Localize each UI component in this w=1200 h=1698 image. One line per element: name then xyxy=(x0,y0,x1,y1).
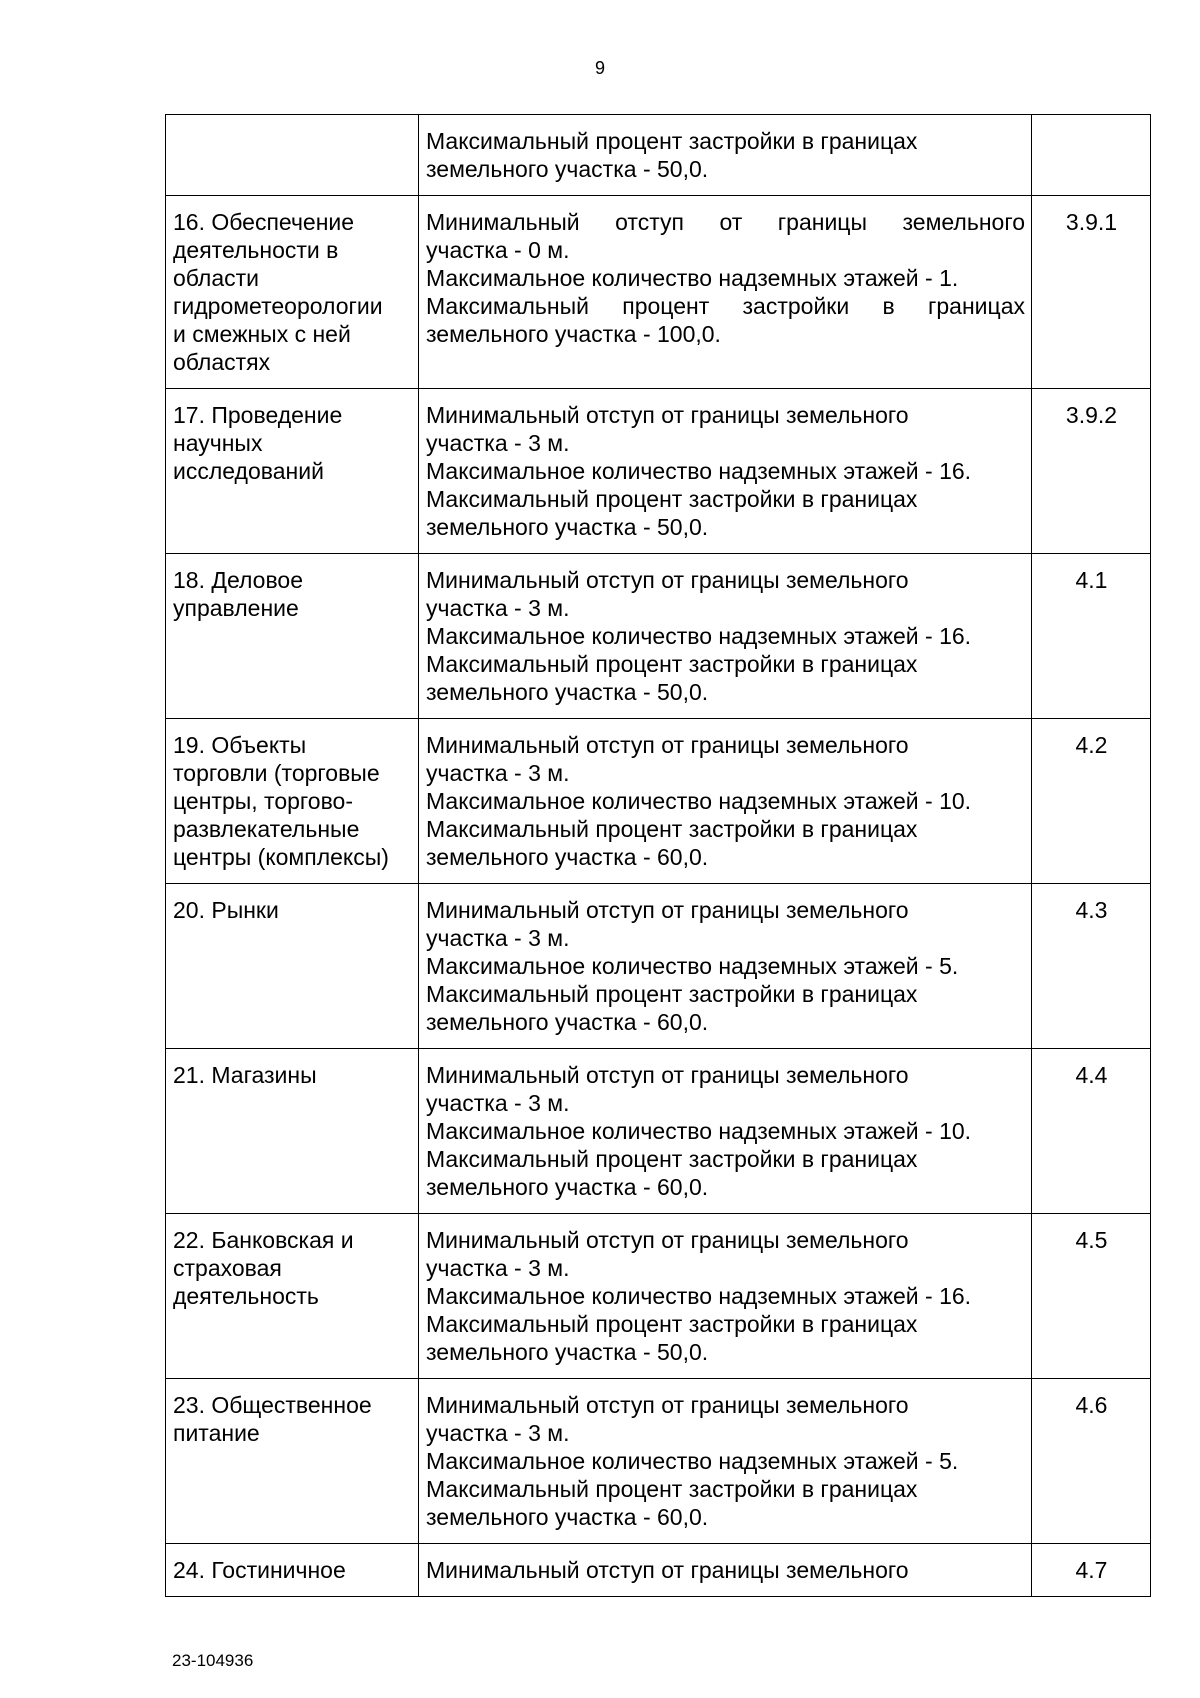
parameters-cell xyxy=(419,115,1032,196)
use-type-name-line: 23. Общественное xyxy=(173,1392,372,1418)
parameters-cell xyxy=(419,1544,1032,1597)
parameter-line: земельного участка - 50,0. xyxy=(426,514,709,540)
classifier-code-cell: 4.4 xyxy=(1032,1049,1151,1214)
parameter-line: земельного участка - 60,0. xyxy=(426,1174,709,1200)
use-type-name-line: торговли (торговые xyxy=(173,760,380,786)
use-type-name-cell xyxy=(166,719,419,884)
classifier-code-cell: 4.7 xyxy=(1032,1544,1151,1597)
parameter-line: Максимальное количество надземных этажей - 10. xyxy=(426,1118,972,1144)
parameter-line: Максимальное количество надземных этажей - 5. xyxy=(426,953,959,979)
table-row xyxy=(166,389,1151,554)
classifier-code-cell: 4.6 xyxy=(1032,1379,1151,1544)
use-type-name-line: деятельность xyxy=(173,1283,319,1309)
use-type-name-line: научных xyxy=(173,430,263,456)
use-type-name-cell xyxy=(166,1379,419,1544)
parameters-cell xyxy=(419,1049,1032,1214)
parameter-line: Максимальный процент застройки в границах xyxy=(426,981,918,1007)
parameter-line: Максимальный процент застройки в границах xyxy=(426,816,918,842)
page-number: 9 xyxy=(594,58,605,78)
parameter-line: Максимальный процент застройки в границах xyxy=(426,486,918,512)
table-body xyxy=(166,115,1151,1597)
parameter-line: земельного участка - 50,0. xyxy=(426,1339,709,1365)
parameter-line: Минимальный отступ от границы земельного xyxy=(426,1392,909,1418)
use-type-name-line: страховая xyxy=(173,1255,282,1281)
table-row xyxy=(166,1544,1151,1597)
table-row xyxy=(166,1379,1151,1544)
use-type-name-line: 16. Обеспечение xyxy=(173,209,355,235)
classifier-code-cell: 3.9.2 xyxy=(1032,389,1151,554)
parameters-cell xyxy=(419,1214,1032,1379)
parameter-line: земельного участка - 50,0. xyxy=(426,679,709,705)
classifier-code-cell: 4.5 xyxy=(1032,1214,1151,1379)
parameter-line: Максимальное количество надземных этажей - 10. xyxy=(426,788,972,814)
classifier-code-cell: 4.3 xyxy=(1032,884,1151,1049)
parameter-line: земельного участка - 100,0. xyxy=(426,321,721,347)
parameters-cell xyxy=(419,196,1032,389)
parameter-line: участка - 3 м. xyxy=(426,1090,570,1116)
use-type-name-cell xyxy=(166,115,419,196)
use-type-name-line: 21. Магазины xyxy=(173,1062,317,1088)
use-type-name-line: центры (комплексы) xyxy=(173,844,389,870)
parameter-line: Минимальный отступ от границы земельного xyxy=(426,402,909,428)
table-row xyxy=(166,1214,1151,1379)
use-type-name-line: исследований xyxy=(173,458,324,484)
use-type-name-line: питание xyxy=(173,1420,260,1446)
use-type-name-line: 19. Объекты xyxy=(173,732,307,758)
use-type-name-line: области xyxy=(173,265,260,291)
parameters-cell xyxy=(419,719,1032,884)
document-code: 23-104936 xyxy=(172,1651,254,1670)
parameter-line: земельного участка - 60,0. xyxy=(426,1009,709,1035)
use-type-name-line: 22. Банковская и xyxy=(173,1227,354,1253)
parameters-cell xyxy=(419,554,1032,719)
parameter-line: земельного участка - 60,0. xyxy=(426,1504,709,1530)
parameter-line: Максимальный процент застройки в границах xyxy=(426,1476,918,1502)
use-type-name-cell xyxy=(166,389,419,554)
table-row xyxy=(166,884,1151,1049)
parameter-line: земельного участка - 60,0. xyxy=(426,844,709,870)
parameter-line: участка - 3 м. xyxy=(426,1420,570,1446)
parameters-cell xyxy=(419,389,1032,554)
use-type-name-line: и смежных с ней xyxy=(173,321,351,347)
use-type-name-line: развлекательные xyxy=(173,816,360,842)
table-row xyxy=(166,554,1151,719)
parameter-line: участка - 3 м. xyxy=(426,925,570,951)
use-type-name-cell xyxy=(166,554,419,719)
parameter-line: Максимальный процент застройки в границах xyxy=(426,128,918,154)
use-type-name-cell xyxy=(166,1049,419,1214)
use-type-name-line: 24. Гостиничное xyxy=(173,1557,346,1583)
parameter-line: Минимальный отступ от границы земельного xyxy=(426,732,909,758)
parameter-line: Максимальный процент застройки в границах xyxy=(426,1311,918,1337)
parameter-line: Максимальное количество надземных этажей - 16. xyxy=(426,623,972,649)
parameter-line: земельного участка - 50,0. xyxy=(426,156,709,182)
use-type-name-line: 17. Проведение xyxy=(173,402,343,428)
parameter-line: участка - 0 м. xyxy=(426,237,570,263)
parameter-line: Максимальный процент застройки в границах xyxy=(426,293,1025,319)
use-type-name-line: областях xyxy=(173,349,271,375)
parameters-cell xyxy=(419,884,1032,1049)
use-type-name-line: центры, торгово- xyxy=(173,788,353,814)
classifier-code-cell: 4.2 xyxy=(1032,719,1151,884)
parameter-line: участка - 3 м. xyxy=(426,760,570,786)
classifier-code-cell xyxy=(1032,115,1151,196)
parameter-line: Минимальный отступ от границы земельного xyxy=(426,567,909,593)
parameter-line: Максимальное количество надземных этажей - 16. xyxy=(426,1283,972,1309)
parameter-line: Минимальный отступ от границы земельного xyxy=(426,1062,909,1088)
parameter-line: участка - 3 м. xyxy=(426,595,570,621)
parameter-line: Максимальный процент застройки в границах xyxy=(426,1146,918,1172)
parameter-line: Максимальное количество надземных этажей - 1. xyxy=(426,265,959,291)
table-row xyxy=(166,196,1151,389)
use-type-name-cell xyxy=(166,1544,419,1597)
parameter-line: Максимальное количество надземных этажей - 5. xyxy=(426,1448,959,1474)
use-type-name-cell xyxy=(166,1214,419,1379)
parameters-cell xyxy=(419,1379,1032,1544)
parameter-line: Максимальное количество надземных этажей - 16. xyxy=(426,458,972,484)
use-type-name-line: 18. Деловое xyxy=(173,567,303,593)
table-row xyxy=(166,719,1151,884)
parameter-line: Максимальный процент застройки в границах xyxy=(426,651,918,677)
use-type-name-cell xyxy=(166,196,419,389)
parameter-line: Минимальный отступ от границы земельного xyxy=(426,897,909,923)
classifier-code-cell: 4.1 xyxy=(1032,554,1151,719)
use-type-name-line: деятельности в xyxy=(173,237,339,263)
parameter-line: Минимальный отступ от границы земельного xyxy=(426,1557,909,1583)
use-type-name-cell xyxy=(166,884,419,1049)
table-row xyxy=(166,1049,1151,1214)
parameter-line: Минимальный отступ от границы земельного xyxy=(426,1227,909,1253)
parameter-line: участка - 3 м. xyxy=(426,1255,570,1281)
use-type-name-line: управление xyxy=(173,595,299,621)
parameter-line: участка - 3 м. xyxy=(426,430,570,456)
table-row xyxy=(166,115,1151,196)
parameter-line: Минимальный отступ от границы земельного xyxy=(426,209,1025,235)
land-use-regulations-table xyxy=(165,114,1151,1597)
classifier-code-cell: 3.9.1 xyxy=(1032,196,1151,389)
use-type-name-line: 20. Рынки xyxy=(173,897,279,923)
use-type-name-line: гидрометеорологии xyxy=(173,293,383,319)
